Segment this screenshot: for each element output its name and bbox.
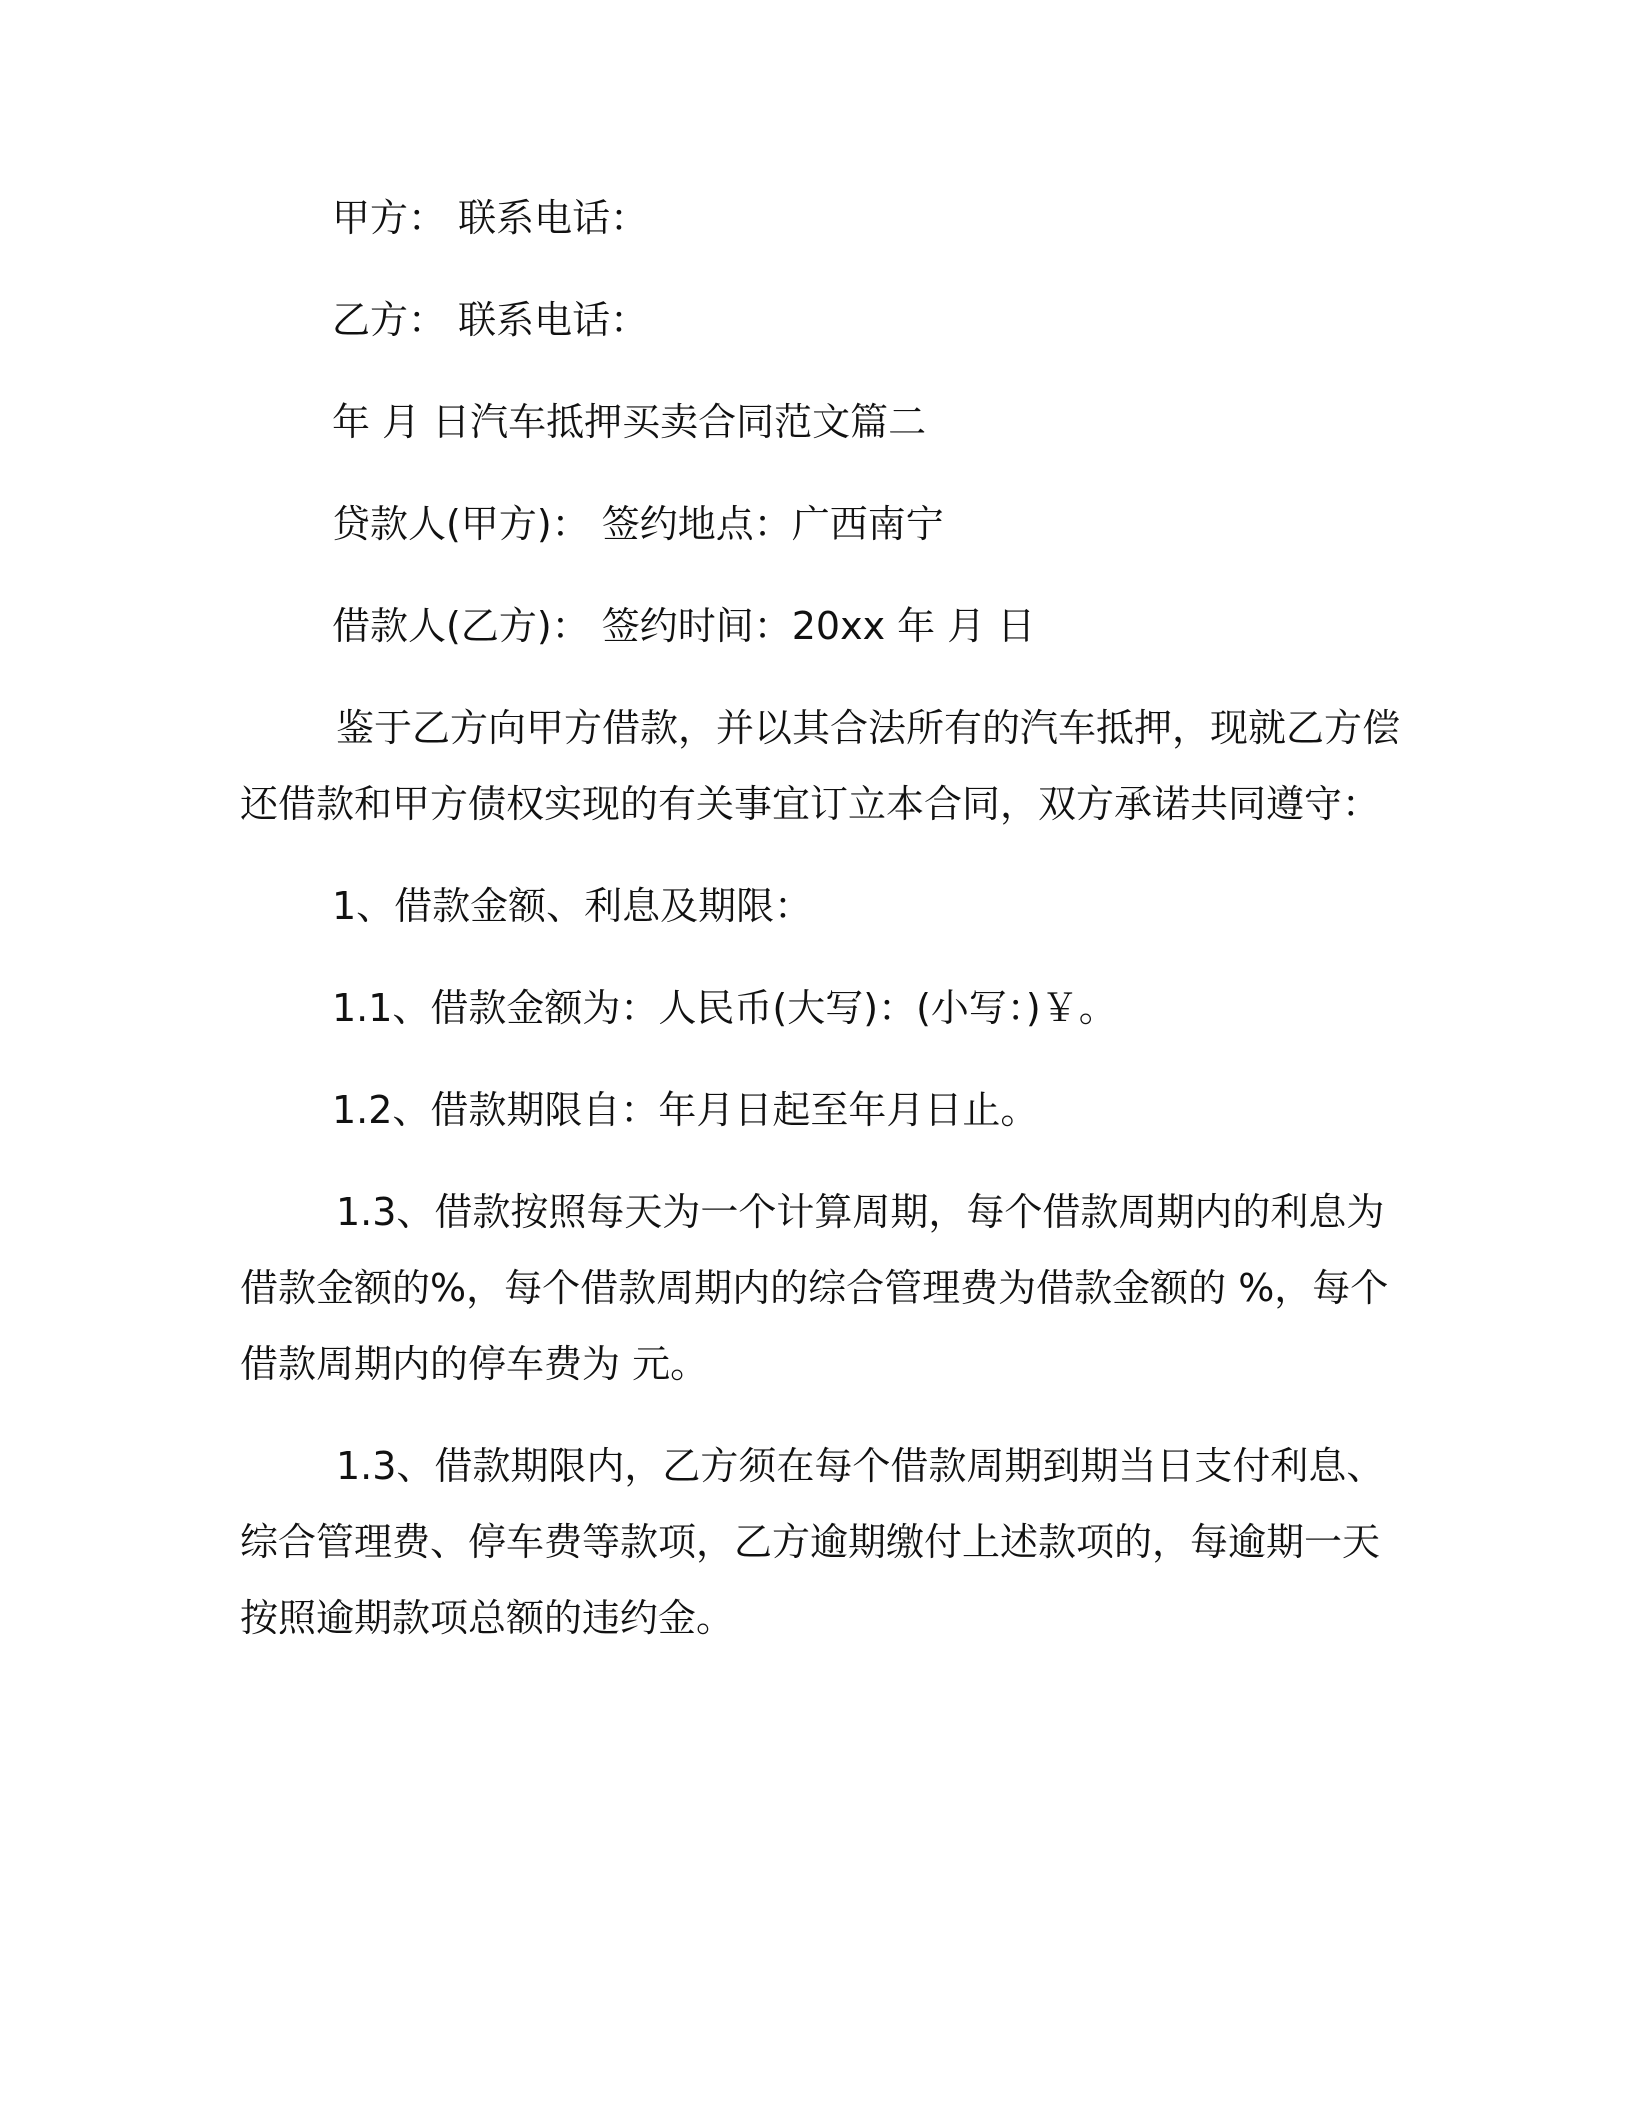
borrower-line: 借款人(乙方)： 签约时间：20xx 年 月 日 <box>332 604 1036 648</box>
clause-1-2: 1.2、借款期限自：年月日起至年月日止。 <box>332 1088 1039 1132</box>
party-b-line: 乙方： 联系电话： <box>332 298 649 342</box>
preamble-line-2: 还借款和甲方债权实现的有关事宜订立本合同，双方承诺共同遵守： <box>240 782 1381 826</box>
clause-1-3-payment-line-2: 综合管理费、停车费等款项，乙方逾期缴付上述款项的，每逾期一天 <box>240 1520 1381 1564</box>
clause-1-1: 1.1、借款金额为：人民币(大写)：(小写：)￥。 <box>332 986 1117 1030</box>
clause-1-3-interest-line-2: 借款金额的%，每个借款周期内的综合管理费为借款金额的 %，每个 <box>240 1266 1389 1310</box>
clause-1-3-payment-line-3: 按照逾期款项总额的违约金。 <box>240 1596 735 1640</box>
preamble-line-1: 鉴于乙方向甲方借款，并以其合法所有的汽车抵押，现就乙方偿 <box>336 706 1401 750</box>
party-a-line: 甲方： 联系电话： <box>332 196 649 240</box>
clause-1-3-interest-line-3: 借款周期内的停车费为 元。 <box>240 1342 709 1386</box>
clause-1-3-interest-line-1: 1.3、借款按照每天为一个计算周期，每个借款周期内的利息为 <box>336 1190 1385 1234</box>
document-title: 年 月 日汽车抵押买卖合同范文篇二 <box>332 400 927 444</box>
clause-1-3-payment-line-1: 1.3、借款期限内，乙方须在每个借款周期到期当日支付利息、 <box>336 1444 1385 1488</box>
lender-line: 贷款人(甲方)： 签约地点：广西南宁 <box>332 502 944 546</box>
section-1-heading: 1、借款金额、利息及期限： <box>332 884 813 928</box>
